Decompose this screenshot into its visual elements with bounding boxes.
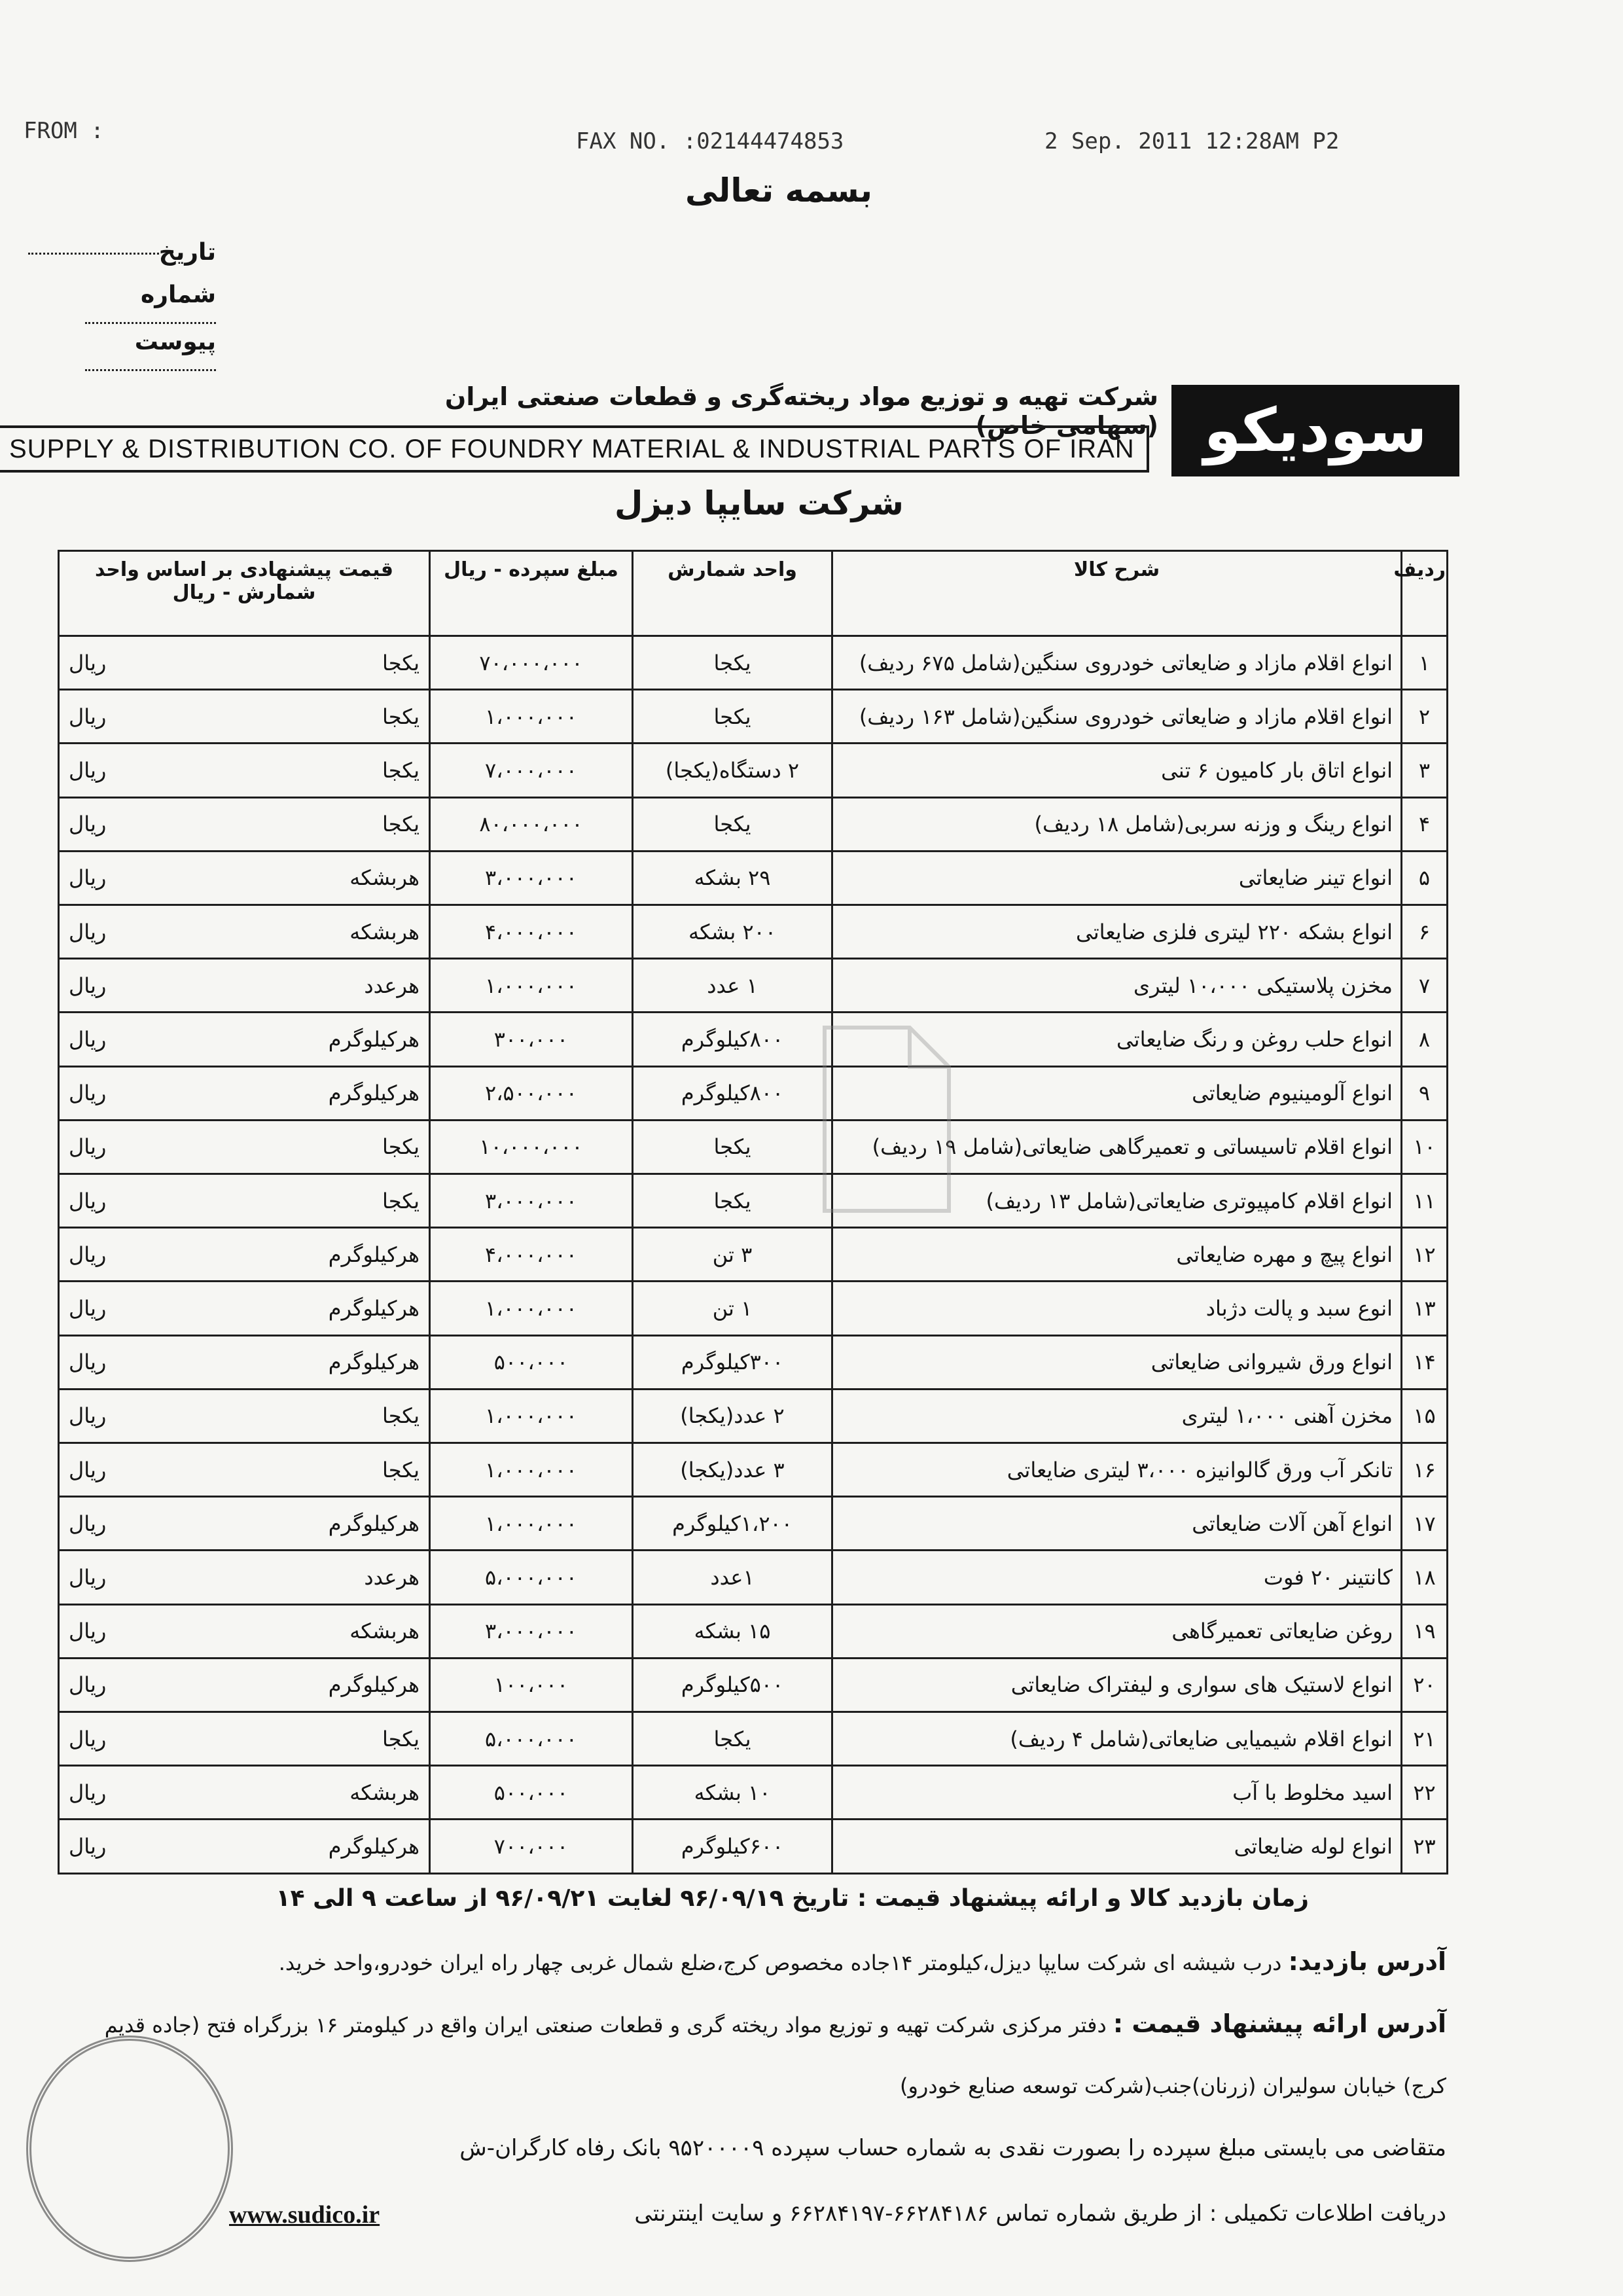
visit-address — [72, 1947, 1446, 1976]
row-currency: ریال — [69, 1726, 107, 1751]
row-price-unit: هرکیلوگرم — [328, 1242, 419, 1267]
row-deposit: ۵۰۰،۰۰۰ — [430, 1335, 633, 1389]
offer-address-line2: کرج) خیابان سولیران (زرنان)جنب(شرکت توسعه صنایع خودرو) — [899, 2073, 1446, 2098]
row-price — [59, 1820, 430, 1874]
row-currency: ریال — [69, 865, 107, 891]
row-description: انواع لوله ضایعاتی — [832, 1820, 1402, 1874]
row-price-unit: یکجا — [382, 1188, 419, 1213]
table-row — [59, 1282, 1448, 1335]
table-row — [59, 1335, 1448, 1389]
website-link[interactable]: www.sudico.ir — [229, 2201, 380, 2229]
header-deposit: مبلغ سپرده - ریال — [430, 551, 633, 636]
row-unit: ۱عدد — [633, 1551, 832, 1604]
row-currency: ریال — [69, 1081, 107, 1106]
row-description: انواع پیچ و مهره ضایعاتی — [832, 1228, 1402, 1282]
row-price-unit: هرکیلوگرم — [328, 1027, 419, 1052]
row-price-unit: یکجا — [382, 704, 419, 729]
row-price — [59, 744, 430, 797]
row-currency: ریال — [69, 1457, 107, 1482]
row-currency: ریال — [69, 1350, 107, 1375]
row-price-unit: یکجا — [382, 1457, 419, 1482]
fax-datetime: 2 Sep. 2011 12:28AM P2 — [1044, 128, 1340, 154]
row-description: انواع حلب روغن و رنگ ضایعاتی — [832, 1013, 1402, 1066]
row-number: ۱۵ — [1402, 1389, 1448, 1443]
row-price — [59, 1120, 430, 1174]
number-label: شماره — [140, 281, 216, 308]
row-deposit: ۳۰۰،۰۰۰ — [430, 1013, 633, 1066]
row-number: ۱ — [1402, 636, 1448, 690]
header-unit: واحد شمارش — [633, 551, 832, 636]
row-price — [59, 851, 430, 905]
row-description: انواع اقلام تاسیساتی و تعمیرگاهی ضایعاتی(شامل ۱۹ ردیف) — [832, 1120, 1402, 1174]
row-description: انواع رینگ و وزنه سربی(شامل ۱۸ ردیف) — [832, 797, 1402, 851]
row-price-unit: یکجا — [382, 1726, 419, 1751]
row-number: ۳ — [1402, 744, 1448, 797]
row-number: ۱۷ — [1402, 1497, 1448, 1551]
company-name-en: SUPPLY & DISTRIBUTION CO. OF FOUNDRY MATERIAL & INDUSTRIAL PARTS OF IRAN — [0, 425, 1149, 473]
row-unit: ۱ عدد — [633, 959, 832, 1013]
row-description: انواع ورق شیروانی ضایعاتی — [832, 1335, 1402, 1389]
row-number: ۴ — [1402, 797, 1448, 851]
row-currency: ریال — [69, 704, 107, 729]
offer-address — [72, 2009, 1446, 2038]
row-unit: ۳۰۰کیلوگرم — [633, 1335, 832, 1389]
table-row — [59, 1443, 1448, 1497]
table-row — [59, 1174, 1448, 1228]
row-price — [59, 959, 430, 1013]
row-price-unit: یکجا — [382, 812, 419, 837]
row-number: ۱۰ — [1402, 1120, 1448, 1174]
row-unit: ۲۰۰ بشکه — [633, 905, 832, 959]
row-description: انواع آلومینیوم ضایعاتی — [832, 1066, 1402, 1120]
row-price-unit: هربشکه — [349, 865, 419, 891]
row-currency: ریال — [69, 1296, 107, 1321]
row-price-unit: هرکیلوگرم — [328, 1672, 419, 1698]
table-row — [59, 851, 1448, 905]
row-price — [59, 1174, 430, 1228]
row-deposit: ۱،۰۰۰،۰۰۰ — [430, 690, 633, 744]
table-row — [59, 636, 1448, 690]
row-description: انواع اقلام کامپیوتری ضایعاتی(شامل ۱۳ ردیف) — [832, 1174, 1402, 1228]
row-price-unit: یکجا — [382, 1403, 419, 1429]
table-row — [59, 1820, 1448, 1874]
row-description: انوع سبد و پالت دژباد — [832, 1282, 1402, 1335]
visit-address-label: آدرس بازدید: — [1288, 1947, 1446, 1976]
basmala: بسمه تعالی — [685, 171, 873, 209]
row-number: ۲۳ — [1402, 1820, 1448, 1874]
row-unit: ۳ عدد(یکجا) — [633, 1443, 832, 1497]
table-row — [59, 1066, 1448, 1120]
row-description: مخزن آهنی ۱،۰۰۰ لیتری — [832, 1389, 1402, 1443]
row-unit: ۲ دستگاه(یکجا) — [633, 744, 832, 797]
row-unit: یکجا — [633, 797, 832, 851]
row-price-unit: هرعدد — [364, 1565, 419, 1590]
date-label: تاریخ — [158, 239, 216, 266]
table-row — [59, 1120, 1448, 1174]
row-currency: ریال — [69, 650, 107, 675]
company-name-fa: شرکت تهیه و توزیع مواد ریخته‌گری و قطعات صنعتی ایران (سهامی خاص) — [444, 382, 1158, 440]
visit-address-text: درب شیشه ای شرکت سایپا دیزل،کیلومتر ۱۴جاده مخصوص کرج،ضلع شمال غربی چهار راه ایران خودرو،واحد خرید. — [278, 1950, 1282, 1975]
row-price — [59, 1766, 430, 1820]
row-description: انواع آهن آلات ضایعاتی — [832, 1497, 1402, 1551]
row-description: انواع اقلام مازاد و ضایعاتی خودروی سنگین(شامل ۶۷۵ ردیف) — [832, 636, 1402, 690]
row-unit: یکجا — [633, 636, 832, 690]
row-unit: ۱۰ بشکه — [633, 1766, 832, 1820]
row-unit: ۸۰۰کیلوگرم — [633, 1066, 832, 1120]
row-price — [59, 905, 430, 959]
row-deposit: ۱۰۰،۰۰۰ — [430, 1658, 633, 1712]
table-row — [59, 1228, 1448, 1282]
number-line — [85, 322, 216, 324]
row-deposit: ۸۰،۰۰۰،۰۰۰ — [430, 797, 633, 851]
table-row — [59, 905, 1448, 959]
row-deposit: ۱،۰۰۰،۰۰۰ — [430, 1497, 633, 1551]
row-number: ۱۴ — [1402, 1335, 1448, 1389]
row-number: ۱۲ — [1402, 1228, 1448, 1282]
row-price-unit: هربشکه — [349, 919, 419, 944]
company-logo: سودیکو — [1171, 385, 1459, 476]
fax-number: FAX NO. :02144474853 — [576, 128, 844, 154]
row-currency: ریال — [69, 1134, 107, 1160]
row-currency: ریال — [69, 1565, 107, 1590]
row-price — [59, 636, 430, 690]
visit-time: زمان بازدید کالا و ارائه پیشنهاد قیمت : تاریخ ۹۶/۰۹/۱۹ لغایت ۹۶/۰۹/۲۱ از ساعت ۹ الی ۱۴ — [276, 1885, 1309, 1912]
table-row — [59, 1389, 1448, 1443]
contact-note: دریافت اطلاعات تکمیلی : از طریق شماره تماس ۶۶۲۸۴۱۸۶-۶۶۲۸۴۱۹۷ و سایت اینترنتی — [634, 2200, 1446, 2227]
company-seal — [26, 2036, 233, 2262]
row-price-unit: یکجا — [382, 1134, 419, 1160]
row-currency: ریال — [69, 1834, 107, 1859]
row-description: کانتینر ۲۰ فوت — [832, 1551, 1402, 1604]
row-unit: ۶۰۰کیلوگرم — [633, 1820, 832, 1874]
row-price — [59, 1443, 430, 1497]
items-table — [58, 550, 1448, 1874]
row-deposit: ۳،۰۰۰،۰۰۰ — [430, 1174, 633, 1228]
row-price-unit: هرکیلوگرم — [328, 1511, 419, 1536]
row-currency: ریال — [69, 1619, 107, 1644]
row-unit: یکجا — [633, 1120, 832, 1174]
row-unit: ۵۰۰کیلوگرم — [633, 1658, 832, 1712]
row-currency: ریال — [69, 973, 107, 998]
row-deposit: ۱،۰۰۰،۰۰۰ — [430, 1389, 633, 1443]
table-row — [59, 1766, 1448, 1820]
row-price-unit: هرکیلوگرم — [328, 1350, 419, 1375]
row-deposit: ۲،۵۰۰،۰۰۰ — [430, 1066, 633, 1120]
table-row — [59, 744, 1448, 797]
row-currency: ریال — [69, 919, 107, 944]
row-currency: ریال — [69, 1027, 107, 1052]
watermark-stamp — [785, 1001, 982, 1237]
row-deposit: ۳،۰۰۰،۰۰۰ — [430, 851, 633, 905]
row-price — [59, 1282, 430, 1335]
row-number: ۲۱ — [1402, 1712, 1448, 1766]
row-deposit: ۵۰۰،۰۰۰ — [430, 1766, 633, 1820]
row-unit: ۳ تن — [633, 1228, 832, 1282]
row-deposit: ۷،۰۰۰،۰۰۰ — [430, 744, 633, 797]
row-price — [59, 1712, 430, 1766]
row-deposit: ۷۰،۰۰۰،۰۰۰ — [430, 636, 633, 690]
row-deposit: ۴،۰۰۰،۰۰۰ — [430, 1228, 633, 1282]
row-price — [59, 1335, 430, 1389]
row-unit: ۱،۲۰۰کیلوگرم — [633, 1497, 832, 1551]
table-header-row — [59, 551, 1448, 636]
row-price — [59, 797, 430, 851]
row-deposit: ۱،۰۰۰،۰۰۰ — [430, 1443, 633, 1497]
row-deposit: ۵،۰۰۰،۰۰۰ — [430, 1712, 633, 1766]
row-number: ۶ — [1402, 905, 1448, 959]
row-price-unit: یکجا — [382, 758, 419, 783]
row-price-unit: هربشکه — [349, 1780, 419, 1805]
table-row — [59, 1604, 1448, 1658]
row-number: ۱۱ — [1402, 1174, 1448, 1228]
table-row — [59, 1712, 1448, 1766]
row-description: انواع اقلام مازاد و ضایعاتی خودروی سنگین(شامل ۱۶۳ ردیف) — [832, 690, 1402, 744]
row-description: انواع اتاق بار کامیون ۶ تنی — [832, 744, 1402, 797]
row-number: ۱۸ — [1402, 1551, 1448, 1604]
row-price — [59, 1497, 430, 1551]
row-price-unit: هرکیلوگرم — [328, 1834, 419, 1859]
row-description: مخزن پلاستیکی ۱۰،۰۰۰ لیتری — [832, 959, 1402, 1013]
date-line — [28, 253, 159, 255]
header-row-no: ردیف — [1402, 551, 1448, 636]
row-price — [59, 1013, 430, 1066]
row-deposit: ۳،۰۰۰،۰۰۰ — [430, 1604, 633, 1658]
row-currency: ریال — [69, 1242, 107, 1267]
row-description: انواع لاستیک های سواری و لیفتراک ضایعاتی — [832, 1658, 1402, 1712]
row-unit: یکجا — [633, 1712, 832, 1766]
row-price — [59, 1658, 430, 1712]
row-price-unit: هرعدد — [364, 973, 419, 998]
buyer-company: شرکت سایپا دیزل — [615, 484, 904, 522]
row-number: ۹ — [1402, 1066, 1448, 1120]
row-description: انواع بشکه ۲۲۰ لیتری فلزی ضایعاتی — [832, 905, 1402, 959]
row-currency: ریال — [69, 1672, 107, 1698]
row-number: ۱۹ — [1402, 1604, 1448, 1658]
row-unit: ۲۹ بشکه — [633, 851, 832, 905]
number-field — [7, 281, 216, 335]
header-description: شرح کالا — [832, 551, 1402, 636]
row-description: تانکر آب ورق گالوانیزه ۳،۰۰۰ لیتری ضایعاتی — [832, 1443, 1402, 1497]
row-price — [59, 690, 430, 744]
row-unit: یکجا — [633, 690, 832, 744]
table-row — [59, 690, 1448, 744]
row-currency: ریال — [69, 1511, 107, 1536]
row-number: ۸ — [1402, 1013, 1448, 1066]
row-currency: ریال — [69, 812, 107, 837]
row-unit: یکجا — [633, 1174, 832, 1228]
row-number: ۱۶ — [1402, 1443, 1448, 1497]
deposit-note: متقاضی می بایستی مبلغ سپرده را بصورت نقدی به شماره حساب سپرده ۹۵۲۰۰۰۰۹ بانک رفاه کارگران-ش — [459, 2135, 1446, 2161]
row-price-unit: یکجا — [382, 650, 419, 675]
fax-from: FROM : — [24, 118, 104, 144]
attachment-label: پیوست — [134, 329, 216, 355]
row-number: ۷ — [1402, 959, 1448, 1013]
attachment-field — [7, 329, 216, 382]
table-row — [59, 1497, 1448, 1551]
row-unit: ۸۰۰کیلوگرم — [633, 1013, 832, 1066]
row-price — [59, 1066, 430, 1120]
row-unit: ۲ عدد(یکجا) — [633, 1389, 832, 1443]
offer-address-text: دفتر مرکزی شرکت تهیه و توزیع مواد ریخته گری و قطعات صنعتی ایران واقع در کیلومتر ۱۶ بزرگراه فتح (جاده قدیم — [104, 2013, 1107, 2037]
row-deposit: ۱،۰۰۰،۰۰۰ — [430, 1282, 633, 1335]
date-field — [7, 239, 216, 266]
row-currency: ریال — [69, 1403, 107, 1429]
row-deposit: ۵،۰۰۰،۰۰۰ — [430, 1551, 633, 1604]
row-description: روغن ضایعاتی تعمیرگاهی — [832, 1604, 1402, 1658]
row-price — [59, 1228, 430, 1282]
row-deposit: ۱۰،۰۰۰،۰۰۰ — [430, 1120, 633, 1174]
table-row — [59, 797, 1448, 851]
table-row — [59, 959, 1448, 1013]
row-description: اسید مخلوط با آب — [832, 1766, 1402, 1820]
row-price — [59, 1604, 430, 1658]
row-price — [59, 1389, 430, 1443]
table-row — [59, 1658, 1448, 1712]
row-price-unit: هرکیلوگرم — [328, 1296, 419, 1321]
row-price-unit: هرکیلوگرم — [328, 1081, 419, 1106]
row-number: ۲۰ — [1402, 1658, 1448, 1712]
row-number: ۵ — [1402, 851, 1448, 905]
row-price-unit: هربشکه — [349, 1619, 419, 1644]
row-unit: ۱۵ بشکه — [633, 1604, 832, 1658]
row-number: ۲۲ — [1402, 1766, 1448, 1820]
table-row — [59, 1013, 1448, 1066]
attachment-line — [85, 369, 216, 371]
row-unit: ۱ تن — [633, 1282, 832, 1335]
offer-address-label: آدرس ارائه پیشنهاد قیمت : — [1113, 2009, 1446, 2038]
row-deposit: ۱،۰۰۰،۰۰۰ — [430, 959, 633, 1013]
row-deposit: ۷۰۰،۰۰۰ — [430, 1820, 633, 1874]
row-currency: ریال — [69, 758, 107, 783]
row-description: انواع تینر ضایعاتی — [832, 851, 1402, 905]
table-row — [59, 1551, 1448, 1604]
row-currency: ریال — [69, 1780, 107, 1805]
row-currency: ریال — [69, 1188, 107, 1213]
row-number: ۲ — [1402, 690, 1448, 744]
row-description: انواع اقلام شیمیایی ضایعاتی(شامل ۴ ردیف) — [832, 1712, 1402, 1766]
row-price — [59, 1551, 430, 1604]
row-number: ۱۳ — [1402, 1282, 1448, 1335]
header-price: قیمت پیشنهادی بر اساس واحد شمارش - ریال — [59, 551, 430, 636]
row-deposit: ۴،۰۰۰،۰۰۰ — [430, 905, 633, 959]
